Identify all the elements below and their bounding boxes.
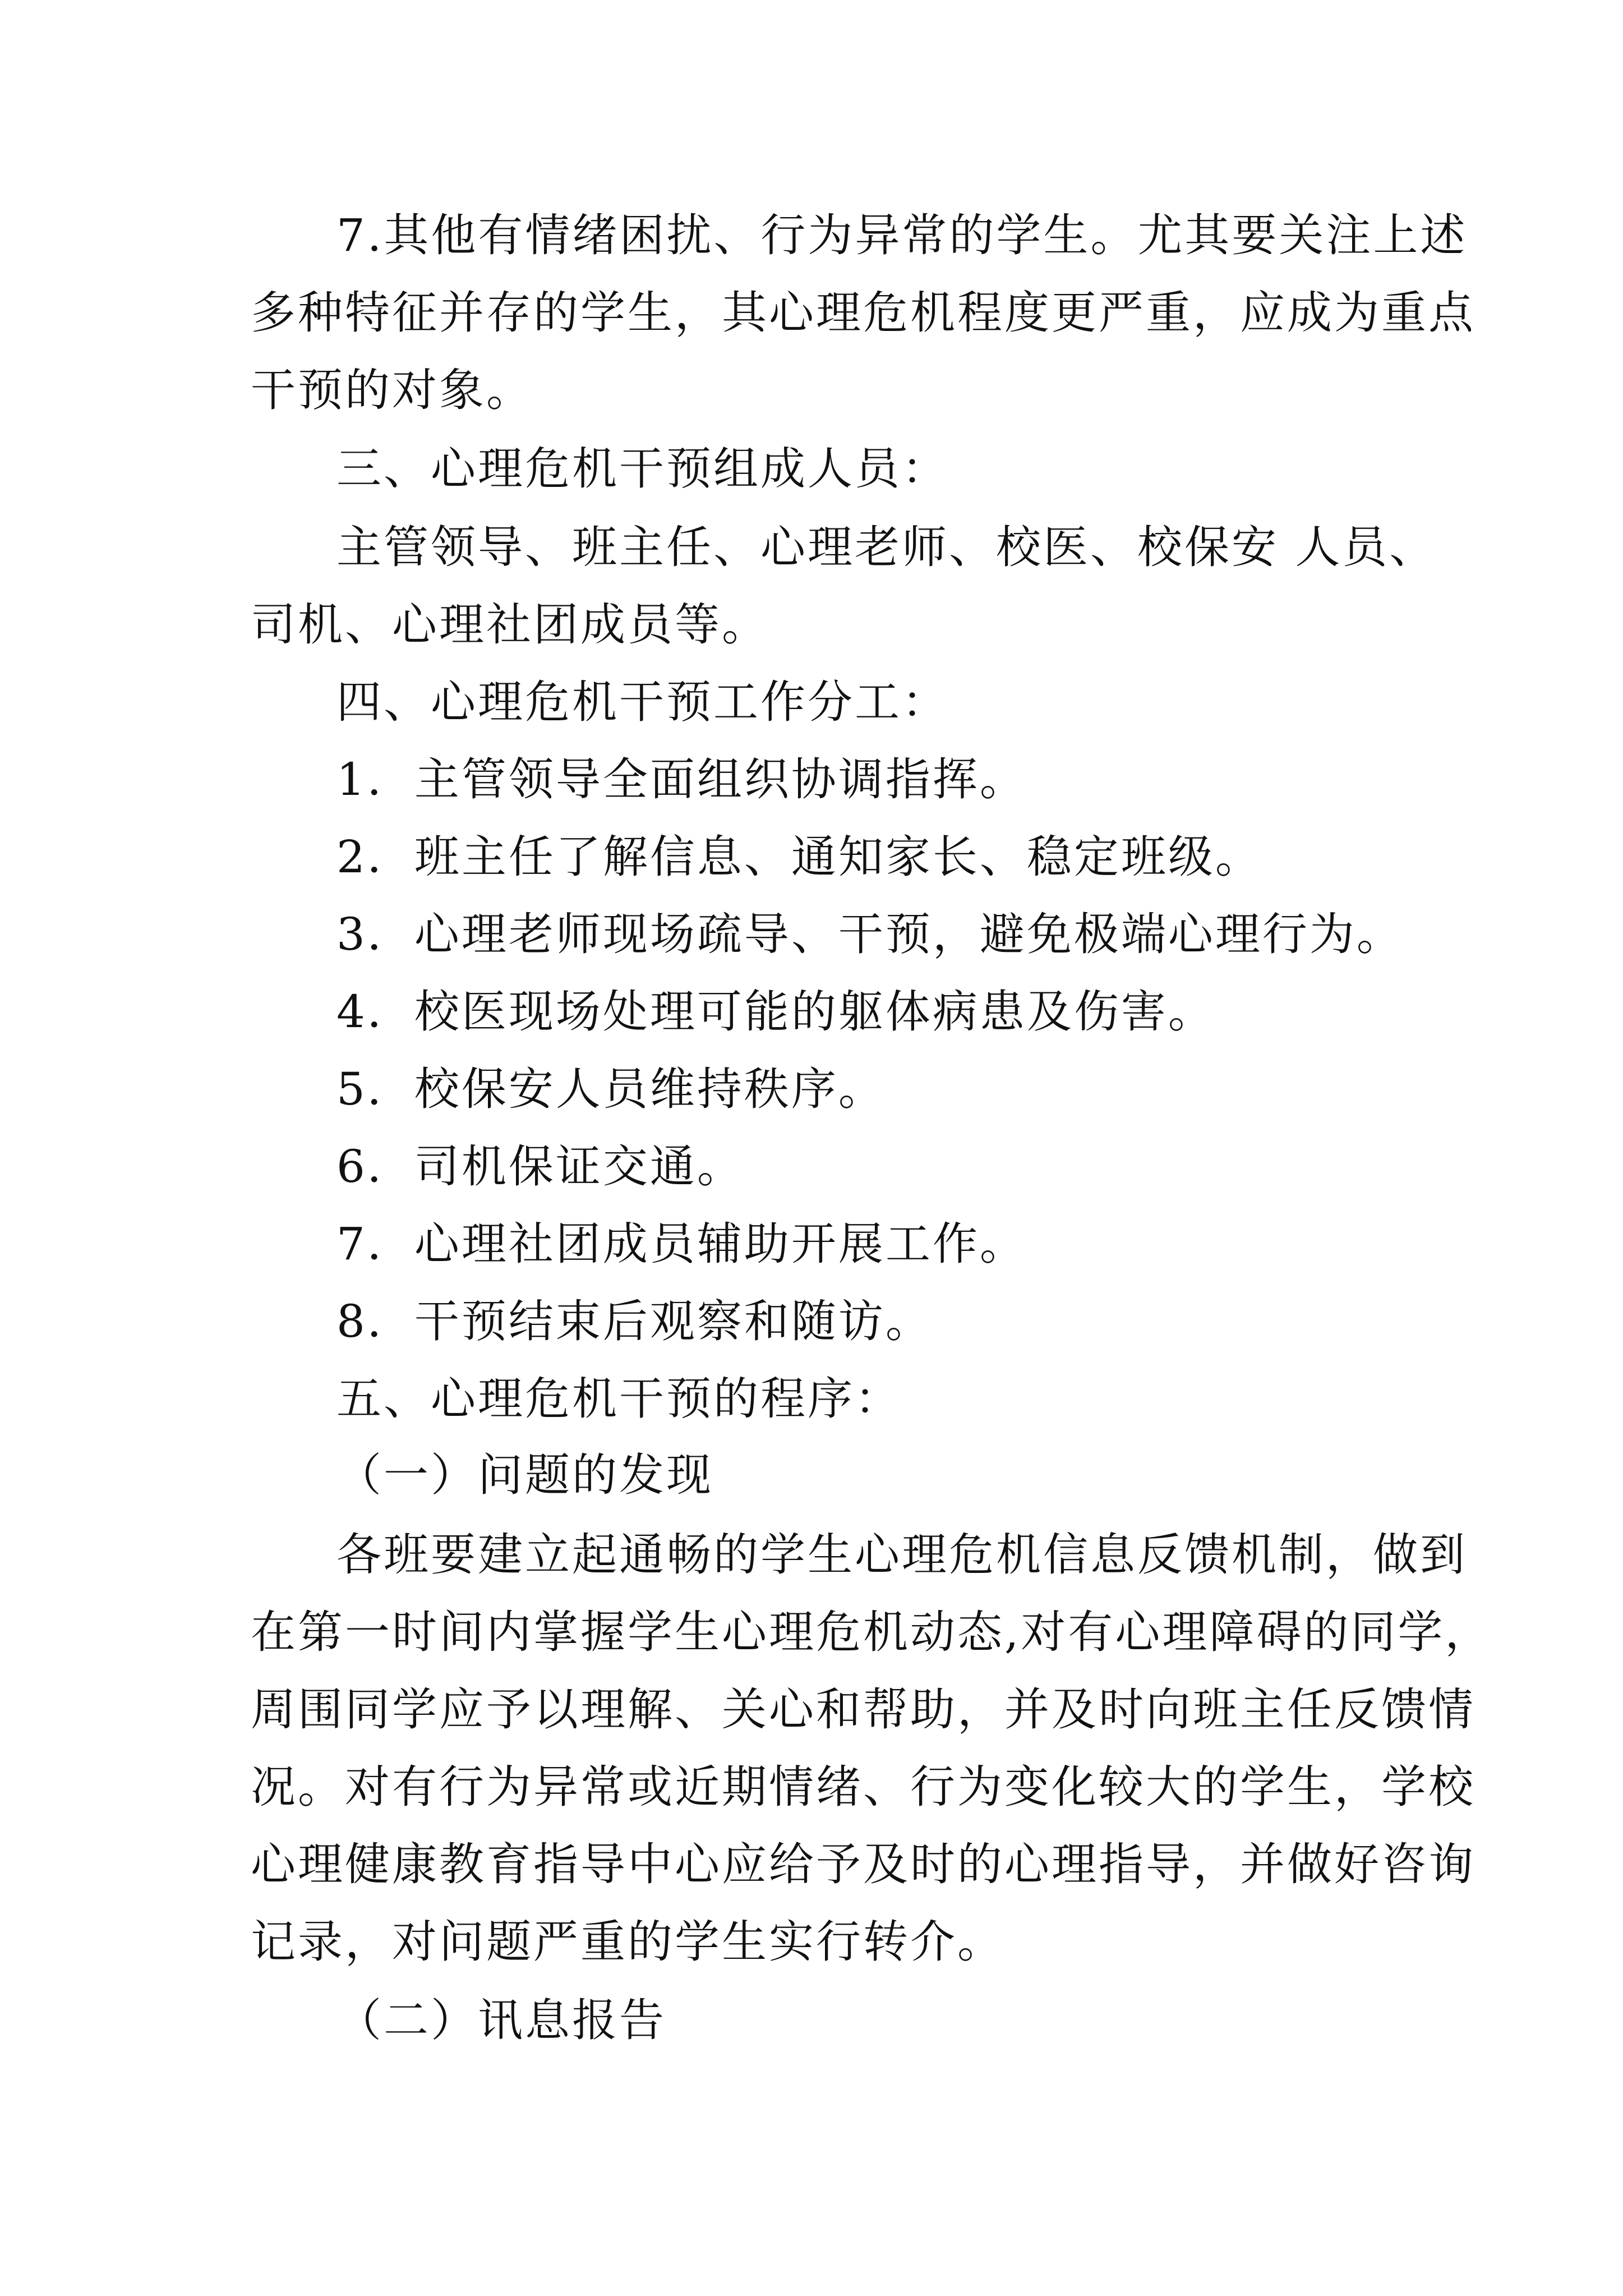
paragraph-line: 心理健康教育指导中心应给予及时的心理指导，并做好咨询 xyxy=(251,1838,1476,1890)
list-item: 7．心理社团成员辅助开展工作。 xyxy=(336,1218,1027,1270)
list-item: 6．司机保证交通。 xyxy=(336,1140,744,1193)
list-item: 3．心理老师现场疏导、干预，避免极端心理行为。 xyxy=(336,908,1404,960)
list-item: 4．校医现场处理可能的躯体病患及伤害。 xyxy=(336,986,1215,1038)
section-heading: 四、心理危机干预工作分工： xyxy=(336,676,949,728)
subsection-heading: （二）讯息报告 xyxy=(336,1994,666,2046)
paragraph-line: 周围同学应予以理解、关心和帮助，并及时向班主任反馈情 xyxy=(251,1683,1476,1736)
paragraph-line: 记录，对问题严重的学生实行转介。 xyxy=(251,1916,1004,1968)
section-heading: 三、心理危机干预组成人员： xyxy=(336,443,949,495)
list-item: 1．主管领导全面组织协调指挥。 xyxy=(336,753,1027,806)
paragraph-line: 主管领导、班主任、心理老师、校医、校保安 人员、 xyxy=(336,521,1437,573)
paragraph-line: 各班要建立起通畅的学生心理危机信息反馈机制，做到 xyxy=(336,1529,1467,1581)
subsection-heading: （一）问题的发现 xyxy=(336,1449,713,1501)
paragraph-line: 干预的对象。 xyxy=(251,364,533,416)
list-item: 5．校保安人员维持秩序。 xyxy=(336,1063,886,1115)
paragraph-line: 在第一时间内掌握学生心理危机动态,对有心理障碍的同学， xyxy=(251,1606,1492,1658)
paragraph-line: 7.其他有情绪困扰、行为异常的学生。尤其要关注上述 xyxy=(336,209,1468,261)
paragraph-line: 多种特征并存的学生，其心理危机程度更严重，应成为重点 xyxy=(251,287,1476,339)
paragraph-line: 司机、心理社团成员等。 xyxy=(251,599,769,651)
section-heading: 五、心理危机干预的程序： xyxy=(336,1373,902,1425)
list-item: 8．干预结束后观察和随访。 xyxy=(336,1295,933,1347)
list-item: 2．班主任了解信息、通知家长、稳定班级。 xyxy=(336,831,1262,883)
paragraph-line: 况。对有行为异常或近期情绪、行为变化较大的学生，学校 xyxy=(251,1761,1476,1813)
